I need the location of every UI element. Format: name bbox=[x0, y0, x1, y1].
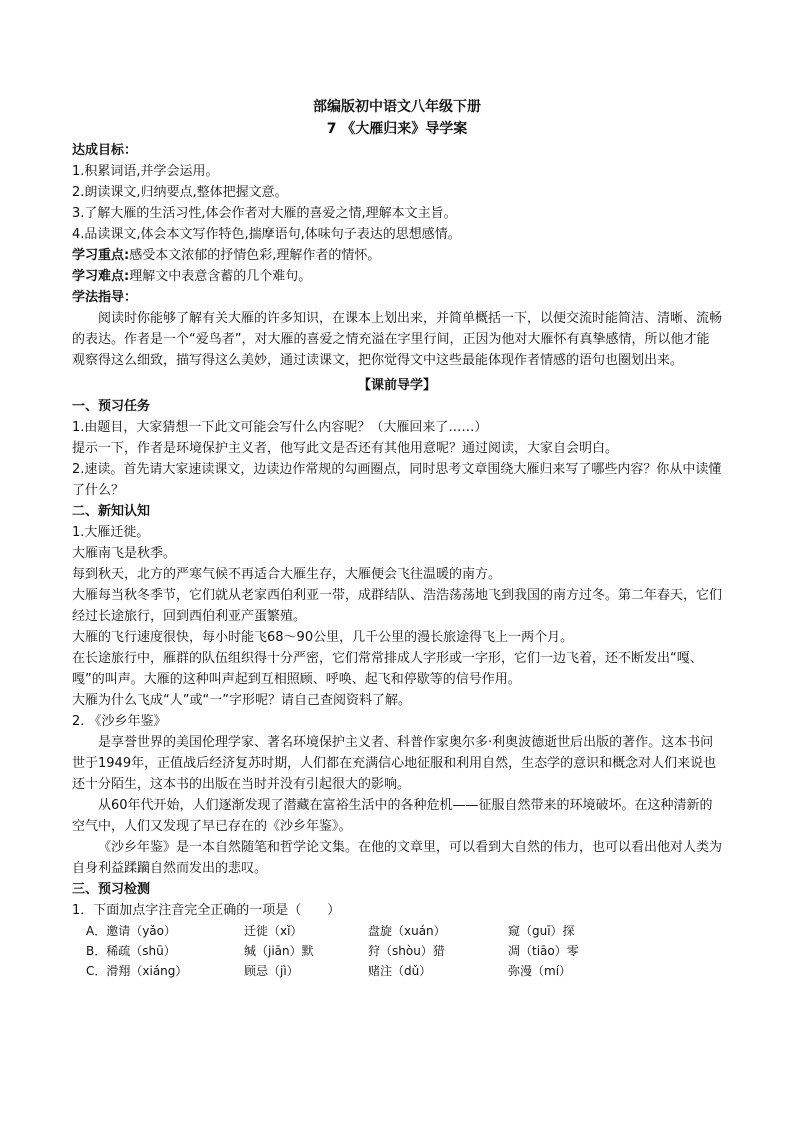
knowledge-text: 大雁南飞是秋季。 bbox=[72, 546, 177, 561]
task-item: 1.由题目，大家猜想一下此文可能会写什么内容呢？（大雁回来了……） bbox=[72, 420, 488, 435]
study-focus-label: 学习重点: bbox=[72, 248, 130, 263]
knowledge-text: 每到秋天，北方的严寒气候不再适合大雁生存，大雁便会飞往温暖的南方。 bbox=[72, 567, 502, 582]
option-cell: A．邀请（yǎo） bbox=[86, 924, 177, 938]
option-cell: B．稀疏（shū） bbox=[86, 944, 176, 958]
option-cell: 顾忌（jì） bbox=[244, 964, 299, 978]
new-knowledge-heading: 二、新知认知 bbox=[72, 504, 151, 519]
task-heading: 一、预习任务 bbox=[72, 399, 151, 414]
study-difficulty-text: 理解文中表意含蓄的几个难句。 bbox=[129, 269, 312, 284]
goal-item: 3.了解大雁的生活习性,体会作者对大雁的喜爱之情,理解本文主旨。 bbox=[72, 206, 457, 221]
knowledge-item-title: 1.大雁迁徙。 bbox=[72, 525, 150, 540]
doc-title-grade: 部编版初中语文八年级下册 bbox=[313, 99, 481, 115]
goal-item: 2.朗读课文,归纳要点,整体把握文意。 bbox=[72, 185, 288, 200]
goal-item: 4.品读课文,体会本文写作特色,揣摩语句,体味句子表达的思想感情。 bbox=[72, 227, 461, 242]
option-row-c bbox=[72, 961, 722, 981]
option-cell: 凋（tiāo）零 bbox=[508, 944, 579, 958]
goals-heading: 达成目标： bbox=[72, 143, 138, 158]
knowledge-text: 大雁的飞行速度很快，每小时能飞68～90公里，几千公里的漫长旅途得飞上一两个月。 bbox=[72, 630, 574, 645]
option-cell: 缄（jiān）默 bbox=[244, 944, 314, 958]
knowledge-text: 大雁为什么飞成“人”或“一”字形呢？请自己查阅资料了解。 bbox=[72, 693, 411, 708]
knowledge-text: 大雁每当秋冬季节，它们就从老家西伯利亚一带，成群结队、浩浩荡荡地飞到我国的南方过冬。第二年春天，它们经过长途旅行，回到西伯利亚产蛋繁殖。 bbox=[72, 588, 723, 624]
option-cell: 狩（shòu）猎 bbox=[368, 944, 445, 958]
study-difficulty-label: 学习难点: bbox=[72, 269, 130, 284]
task-item: 2.速读。首先请大家速读课文，边读边作常规的勾画圈点，同时思考文章围绕大雁归来写了哪些内容？你从中读懂了什么？ bbox=[72, 462, 722, 498]
doc-title-lesson: 7 《大雁归来》导学案 bbox=[326, 121, 468, 137]
knowledge-item-title: 2. 《沙乡年鉴》 bbox=[72, 714, 167, 729]
goal-item: 1.积累词语,并学会运用。 bbox=[72, 164, 219, 179]
option-row-b bbox=[72, 941, 722, 961]
section-title: 【课前导学】 bbox=[357, 378, 436, 393]
method-paragraph: 阅读时你能够了解有关大雁的许多知识，在课本上划出来，并简单概括一下，以便交流时能简洁、清晰、流畅的表达。作者是一个“爱鸟者”，对大雁的喜爱之情充溢在字里行间，正因为他对大雁怀有真挚感情，所以他才能观察得这么细致，描写得这么美妙，通过读课文，把你觉得文中这些最能体现作者情感的语句也圈划出来。 bbox=[72, 311, 723, 368]
knowledge-text: 是享誉世界的美国伦理学家、著名环境保护主义者、科普作家奥尔多·利奥波德逝世后出版的著作。这本书问世于1949年，正值战后经济复苏时期，人们都在充满信心地征服和利用自然，生态学的意识和概念对人们来说也还十分陌生，这本书的出版在当时并没有引起很大的影响。 bbox=[72, 735, 717, 792]
knowledge-text: 《沙乡年鉴》是一本自然随笔和哲学论文集。在他的文章里，可以看到大自然的伟力，也可以看出他对人类为自身利益蹂躏自然而发出的悲叹。 bbox=[72, 840, 723, 876]
question: 1．下面加点字注音完全正确的一项是（ ） bbox=[72, 903, 341, 918]
study-focus bbox=[72, 245, 722, 266]
option-cell: C．滑翔（xiáng） bbox=[86, 964, 188, 978]
document-page bbox=[72, 96, 722, 981]
method-heading: 学法指导： bbox=[72, 290, 138, 305]
task-hint: 提示一下，作者是环境保护主义者，他写此文是否还有其他用意呢？通过阅读，大家自会明白。 bbox=[72, 441, 619, 456]
knowledge-text: 在长途旅行中，雁群的队伍组织得十分严密，它们常常排成人字形或一字形，它们一边飞着，还不断发出“嘎、嘎”的叫声。大雁的这种叫声起到互相照顾、呼唤、起飞和停歇等的信号作用。 bbox=[72, 651, 703, 687]
study-focus-text: 感受本文浓郁的抒情色彩,理解作者的情怀。 bbox=[129, 248, 381, 263]
option-cell: 窥（guī）探 bbox=[508, 924, 575, 938]
option-cell: 盘旋（xuán） bbox=[368, 924, 446, 938]
option-cell: 迁徙（xǐ） bbox=[244, 924, 303, 938]
option-cell: 弥漫（mí） bbox=[508, 964, 572, 978]
knowledge-text: 从60年代开始，人们逐渐发现了潜藏在富裕生活中的各种危机——征服自然带来的环境破坏。在这种清新的空气中，人们又发现了早已存在的《沙乡年鉴》。 bbox=[72, 798, 713, 834]
option-row-a bbox=[72, 921, 722, 941]
option-cell: 赌注（dǔ） bbox=[368, 964, 432, 978]
study-difficulty bbox=[72, 266, 722, 287]
check-heading: 三、预习检测 bbox=[72, 882, 151, 897]
